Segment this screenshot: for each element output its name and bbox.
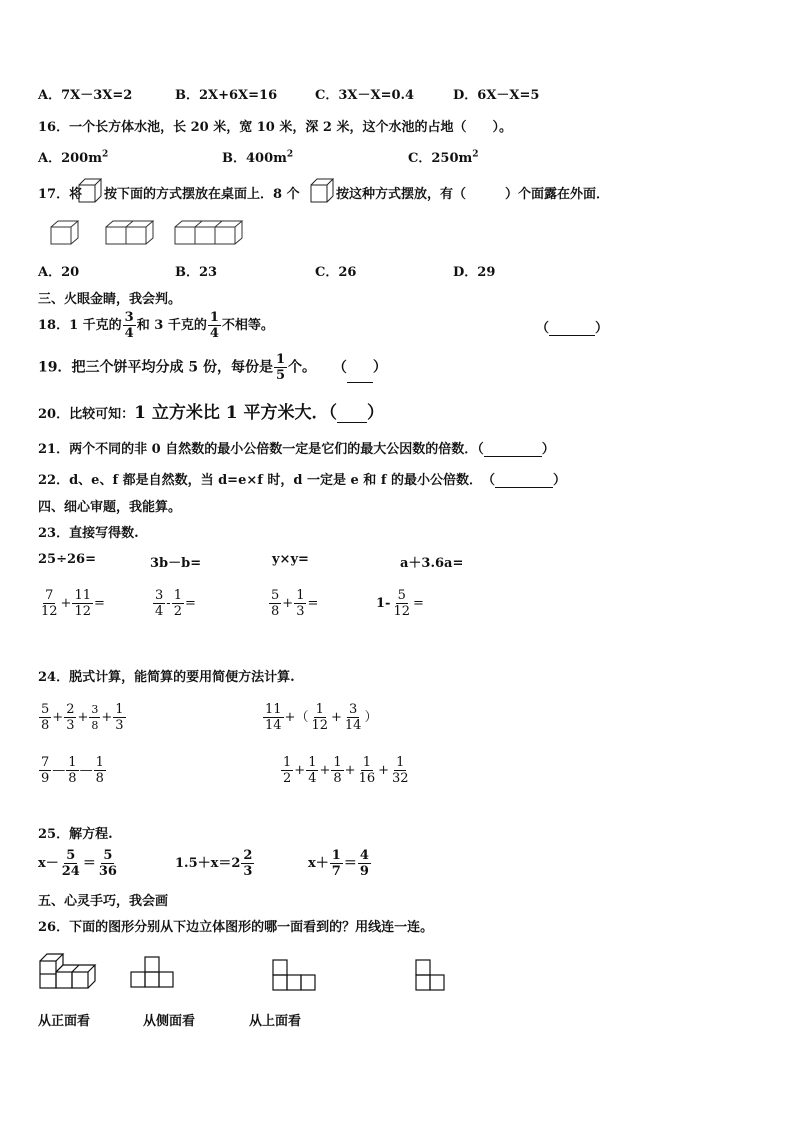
view-figure-1 (130, 955, 176, 989)
q23-item-2: 3b－b= (150, 556, 202, 571)
q24-expression-2: $\frac{11}{14}$ +（ $\frac{1}{12}$ + $\frac{3}{14}$ ） (265, 702, 378, 733)
q23-fraction-4: 1- $\frac{5}{12}$ = (376, 588, 424, 619)
q23-item-3: y×y= (272, 552, 309, 567)
q24-expression-1: $\frac{5}{8}$ + $\frac{2}{3}$ + $\frac{3}{8}$ + $\frac{1}{3}$ (41, 702, 124, 733)
q18-answer-blank[interactable]: （ ） (536, 321, 609, 336)
q21-statement: 21．两个不同的非 0 自然数的最小公倍数一定是它们的最大公因数的倍数．（ ） (38, 442, 555, 457)
q25-stem: 25．解方程. (38, 827, 113, 842)
q23-fraction-1: $\frac{7}{12}$ + $\frac{11}{12}$ = (41, 588, 105, 619)
q25-equation-3: x＋ $\frac{1}{7}$ ＝ $\frac{4}{9}$ (308, 848, 369, 879)
q25-equation-2: 1.5＋x＝2 $\frac{2}{3}$ (175, 848, 253, 879)
q16-option-b: B．$400m^2$ (222, 149, 294, 166)
view-figure-3 (415, 958, 449, 994)
q18-statement: 18．1 千克的 $\frac{3}{4}$ 和 3 千克的 $\frac{1}{4}$ 不相等。 (38, 310, 274, 341)
section-4-title: 四、细心审题，我能算。 (38, 500, 182, 515)
q15-option-a: A．7X－3X=2 (38, 88, 133, 103)
q26-stem: 26．下面的图形分别从下边立体图形的哪一面看到的？用线连一连。 (38, 920, 434, 935)
q16-option-c: C．$250m^2$ (408, 149, 479, 166)
two-cubes-figure (105, 220, 155, 246)
solid-figure (38, 950, 102, 990)
one-cube-figure (50, 220, 80, 246)
q26-label-side: 从侧面看 (143, 1014, 196, 1029)
q17-option-d: D．29 (453, 265, 496, 280)
cube-icon (78, 178, 102, 204)
q17-stem-post: 按这种方式摆放，有（ ）个面露在外面． (336, 187, 610, 202)
q23-fraction-3: $\frac{5}{8}$ + $\frac{1}{3}$ = (271, 588, 319, 619)
section-3-title: 三、火眼金睛，我会判。 (38, 292, 182, 307)
q16-stem: 16．一个长方体水池，长 20 米，宽 10 米，深 2 米，这个水池的占地（ ）。 (38, 120, 512, 135)
cube-icon (310, 178, 334, 204)
view-figure-2 (272, 958, 320, 992)
q17-stem-pre: 17．将 (38, 187, 83, 202)
q20-statement: 20．比较可知：1 立方米比 1 平方米大．（ ） (38, 403, 385, 423)
q15-option-b: B．2X+6X=16 (175, 88, 278, 103)
q26-label-front: 从正面看 (38, 1014, 91, 1029)
q23-item-4: a＋3.6a= (400, 556, 464, 571)
three-cubes-figure (174, 220, 244, 246)
q16-option-a: A．$200m^2$ (38, 149, 109, 166)
q26-label-top: 从上面看 (249, 1014, 302, 1029)
q17-option-a: A．20 (38, 265, 80, 280)
q25-equation-1: x－ $\frac{5}{24}$ ＝ $\frac{5}{36}$ (38, 848, 117, 879)
q15-option-d: D．6X－X=5 (453, 88, 540, 103)
q17-stem-mid: 按下面的方式摆放在桌面上．8 个 (104, 187, 300, 202)
q24-stem: 24．脱式计算，能简算的要用简便方法计算. (38, 670, 295, 685)
q15-option-c: C．3X－X=0.4 (315, 88, 415, 103)
q23-fraction-2: $\frac{3}{4}$ - $\frac{1}{2}$ = (155, 588, 196, 619)
q23-item-1: 25÷26= (38, 552, 96, 567)
q17-option-b: B．23 (175, 265, 218, 280)
q23-stem: 23．直接写得数. (38, 526, 139, 541)
section-5-title: 五、心灵手巧，我会画 (38, 894, 169, 909)
q24-expression-4: $\frac{1}{2}$ + $\frac{1}{4}$ + $\frac{1}{8}$ + $\frac{1}{16}$ + $\frac{1}{32}$ (283, 755, 409, 786)
q17-option-c: C．26 (315, 265, 357, 280)
q22-statement: 22．d、e、f 都是自然数，当 d=e×f 时，d 一定是 e 和 f 的最小公倍数． （ ） (38, 473, 566, 488)
q19-statement: 19．把三个饼平均分成 5 份，每份是 $\frac{1}{5}$ 个。 （ ） (38, 352, 387, 383)
q24-expression-3: $\frac{7}{9}$ — $\frac{1}{8}$ — $\frac{1}{8}$ (41, 755, 104, 786)
